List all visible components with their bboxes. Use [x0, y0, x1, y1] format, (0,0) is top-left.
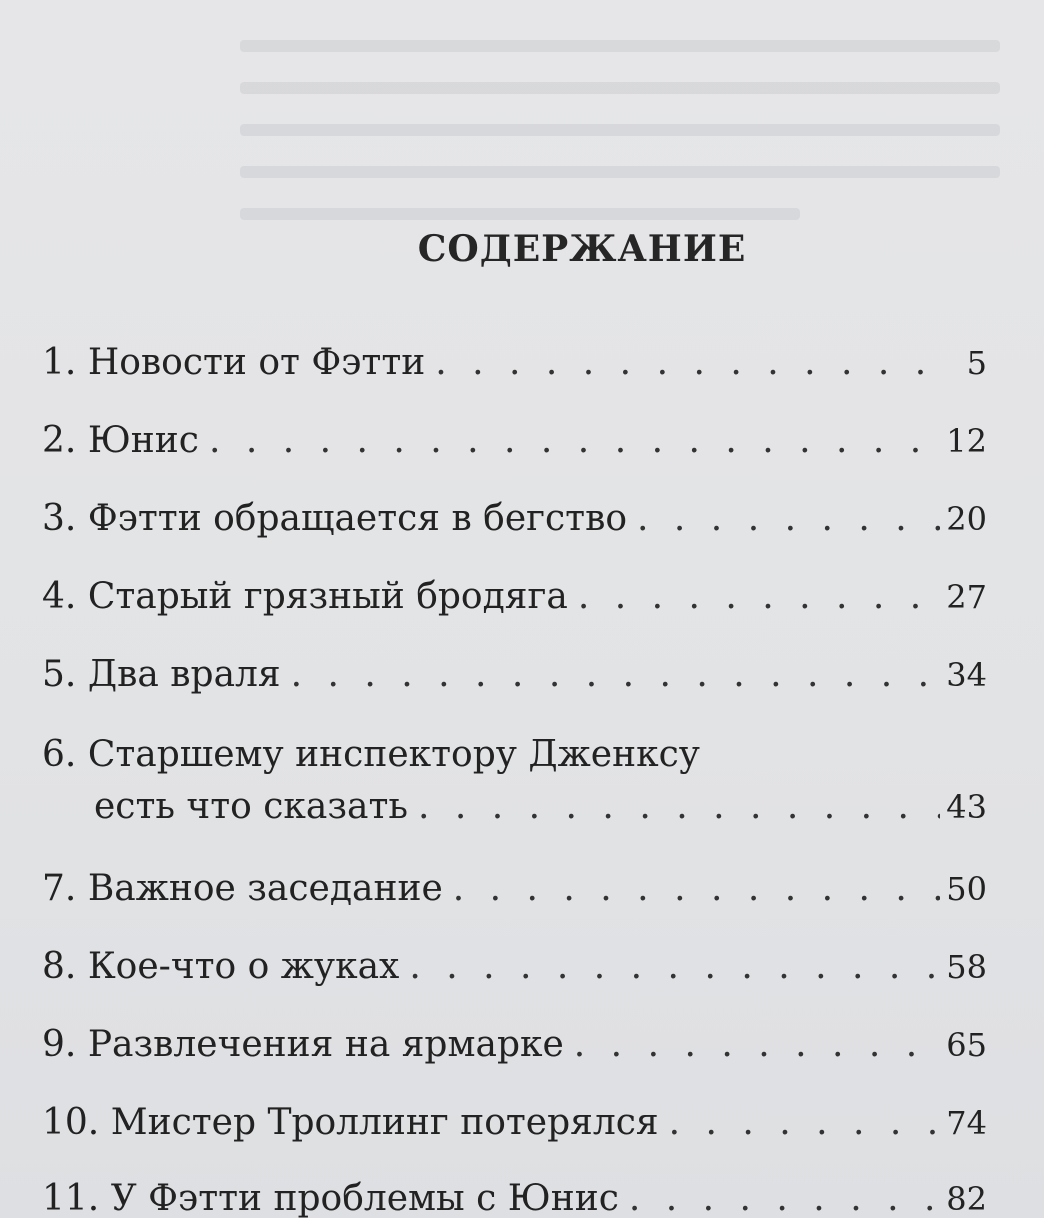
- toc-entry: [42, 496, 987, 572]
- entry-number: 8.: [42, 946, 77, 987]
- entry-title: Два враля: [87, 654, 281, 695]
- entry-title: Юнис: [87, 420, 199, 461]
- entry-number: 11.: [42, 1178, 100, 1218]
- bleed-through-line: [240, 40, 1000, 52]
- dot-leader: [669, 1100, 941, 1146]
- dot-leader: [453, 866, 941, 912]
- page-number: 58: [946, 948, 987, 986]
- page-number: 34: [946, 656, 987, 694]
- page-number: 50: [946, 870, 987, 908]
- entry-number: 9.: [42, 1024, 77, 1065]
- dot-leader: [574, 1022, 940, 1068]
- entry-title: Фэтти обращается в бегство: [87, 498, 628, 539]
- entry-number: 4.: [42, 576, 77, 617]
- entry-number: 10.: [42, 1102, 100, 1143]
- bleed-through-line: [240, 124, 1000, 136]
- page-title: СОДЕРЖАНИЕ: [417, 228, 747, 270]
- page-number: 27: [946, 578, 987, 616]
- bleed-through-line: [240, 166, 1000, 178]
- entry-title: Мистер Троллинг потерялся: [110, 1102, 659, 1143]
- entry-title: Старый грязный бродяга: [87, 576, 568, 617]
- toc-entry: [42, 418, 987, 494]
- dot-leader: [291, 652, 941, 698]
- toc-entry: [42, 1100, 987, 1176]
- dot-leader: [409, 944, 940, 990]
- toc-entry: [42, 1022, 987, 1098]
- toc-entry: [42, 1176, 987, 1218]
- entry-title-continuation: есть что сказать: [94, 786, 408, 827]
- bleed-through-line: [240, 208, 800, 220]
- entry-number: 1.: [42, 342, 77, 383]
- entry-number: 5.: [42, 654, 77, 695]
- toc-entry: [42, 652, 987, 728]
- toc-entry: [42, 866, 987, 942]
- dot-leader: [209, 418, 940, 464]
- dot-leader: [637, 496, 940, 542]
- page-number: 5: [966, 344, 987, 382]
- entry-number: 6.: [42, 734, 77, 775]
- dot-leader: [629, 1176, 940, 1218]
- entry-number: 3.: [42, 498, 77, 539]
- page-number: 12: [946, 422, 987, 460]
- page-number: 20: [946, 500, 987, 538]
- entry-title: Важное заседание: [87, 868, 443, 909]
- entry-title: Новости от Фэтти: [87, 342, 426, 383]
- dot-leader: [418, 784, 940, 830]
- entry-title: У Фэтти проблемы с Юнис: [110, 1178, 619, 1218]
- toc-entry: [42, 732, 987, 842]
- entry-number: 2.: [42, 420, 77, 461]
- entry-title: Развлечения на ярмарке: [87, 1024, 564, 1065]
- entry-title: Старшему инспектору Дженксу: [87, 734, 700, 775]
- entry-number: 7.: [42, 868, 77, 909]
- entry-title: Кое-что о жуках: [87, 946, 400, 987]
- page-number: 65: [946, 1026, 987, 1064]
- toc-entry: [42, 574, 987, 650]
- toc-entry: [42, 340, 987, 416]
- page-number: 74: [946, 1104, 987, 1142]
- page-number: 82: [946, 1180, 987, 1218]
- dot-leader: [578, 574, 940, 620]
- page-number: 43: [946, 788, 987, 826]
- bleed-through-line: [240, 82, 1000, 94]
- toc-entry: [42, 944, 987, 1020]
- dot-leader: [435, 340, 945, 386]
